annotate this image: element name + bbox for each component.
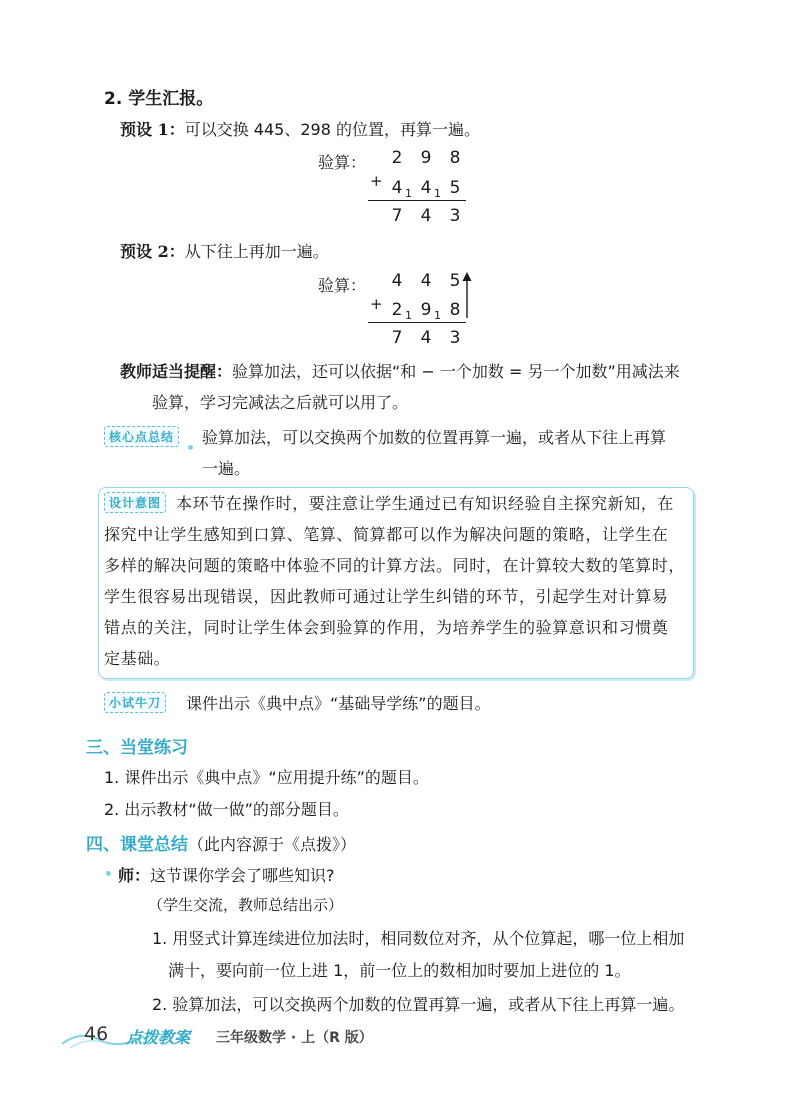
section-4-header xyxy=(86,830,356,855)
calc-1-digit: 2 xyxy=(391,148,403,168)
design-intent-line: 探究中让学生感知到口算、笔算、简算都可以作为解决问题的策略，让学生在 xyxy=(104,525,669,544)
preset-1-label: 预设 1： xyxy=(120,120,185,139)
calc-2-digit: 2 xyxy=(391,300,403,320)
teacher-tip-line-2: 验算，学习完减法之后就可以用了。 xyxy=(152,393,409,412)
calc-1-digit: 3 xyxy=(449,206,461,226)
section-3-item-1: 1. 课件出示《典中点》“应用提升练”的题目。 xyxy=(104,768,429,787)
carry-mark: 1 xyxy=(434,187,441,200)
teacher-label: 师： xyxy=(118,866,151,885)
core-summary-line-1: 验算加法，可以交换两个加数的位置再算一遍，或者从下往上再算 xyxy=(202,428,667,447)
design-intent-line: 本环节在操作时，要注意让学生通过已有知识经验自主探究新知，在 xyxy=(176,494,675,513)
calc-2-digit: 4 xyxy=(420,328,432,348)
calc-2-digit: 5 xyxy=(449,271,461,291)
carry-mark: 1 xyxy=(405,187,412,200)
teacher-tip-line-1: 验算加法，还可以依据“和 − 一个加数 = 另一个加数”用减法来 xyxy=(232,362,680,381)
calc-2-digit: 7 xyxy=(391,328,403,348)
preset-2 xyxy=(120,239,329,262)
summary-point-1-line-2: 满十，要向前一位上进 1，前一位上的数相加时要加上进位的 1。 xyxy=(168,961,631,980)
plus-sign: + xyxy=(370,172,383,190)
teacher-tip-label: 教师适当提醒： xyxy=(120,362,233,381)
try-it-tag: 小试牛刀 xyxy=(104,692,166,713)
upward-arrow-icon xyxy=(461,272,473,320)
calc-1-digit: 5 xyxy=(449,178,461,198)
calc-1-digit: 4 xyxy=(420,178,432,198)
core-summary-tag: 核心点总结 xyxy=(104,426,179,447)
calc-2-label: 验算： xyxy=(318,276,367,295)
bullet-dot xyxy=(106,871,111,876)
carry-mark: 1 xyxy=(405,309,412,322)
teacher-question xyxy=(118,863,335,886)
book-subject: 三年级数学 · 上（R 版） xyxy=(216,1030,373,1046)
design-intent-line: 多样的解决问题的策略中体验不同的计算方法。同时，在计算较大数的笔算时， xyxy=(104,556,686,575)
calc-1-label: 验算： xyxy=(318,153,367,172)
calc-2-digit: 9 xyxy=(420,300,432,320)
calc-2-digit: 4 xyxy=(420,271,432,291)
teacher-question-text: 这节课你学会了哪些知识? xyxy=(150,866,335,885)
preset-2-text: 从下往上再加一遍。 xyxy=(184,242,329,261)
teacher-tip xyxy=(120,359,680,382)
calc-1-digit: 9 xyxy=(420,148,432,168)
report-heading: 2. 学生汇报。 xyxy=(104,89,214,109)
calc-1-digit: 7 xyxy=(391,206,403,226)
section-4-title: 四、课堂总结 xyxy=(86,835,188,855)
page-number: 46 xyxy=(84,1023,109,1045)
student-exchange-note: （学生交流，教师总结出示） xyxy=(148,896,344,914)
bullet-dot xyxy=(188,445,193,450)
plus-sign: + xyxy=(370,295,383,313)
section-3-title: 三、当堂练习 xyxy=(86,738,188,758)
section-3-item-2: 2. 出示教材“做一做”的部分题目。 xyxy=(104,800,349,819)
section-4-source-note: （此内容源于《点拨》） xyxy=(188,835,357,854)
try-it-text: 课件出示《典中点》“基础导学练”的题目。 xyxy=(186,694,491,713)
carry-mark: 1 xyxy=(434,309,441,322)
design-intent-tag: 设计意图 xyxy=(104,492,166,513)
preset-1 xyxy=(120,117,480,140)
sum-line xyxy=(368,200,466,201)
calc-1-digit: 4 xyxy=(420,206,432,226)
calc-2-digit: 8 xyxy=(449,300,461,320)
preset-1-text: 可以交换 445、298 的位置，再算一遍。 xyxy=(184,120,480,139)
design-intent-line: 错点的关注，同时让学生体会到验算的作用，为培养学生的验算意识和习惯奠 xyxy=(104,618,669,637)
design-intent-line: 定基础。 xyxy=(104,649,171,668)
brand-logo: 点拨教案 xyxy=(126,1028,191,1047)
design-intent-box xyxy=(98,487,694,679)
design-intent-line: 学生很容易出现错误，因此教师可通过让学生纠错的环节，引起学生对计算易 xyxy=(104,587,669,606)
sum-line xyxy=(368,322,466,323)
summary-point-2: 2. 验算加法，可以交换两个加数的位置再算一遍，或者从下往上再算一遍。 xyxy=(152,995,685,1014)
preset-2-label: 预设 2： xyxy=(120,242,185,261)
calc-1-digit: 8 xyxy=(449,148,461,168)
calc-2-digit: 4 xyxy=(391,271,403,291)
calc-2-digit: 3 xyxy=(449,328,461,348)
summary-point-1-line-1: 1. 用竖式计算连续进位加法时，相同数位对齐，从个位算起，哪一位上相加 xyxy=(152,929,685,948)
core-summary-line-2: 一遍。 xyxy=(202,459,251,478)
calc-1-digit: 4 xyxy=(391,178,403,198)
